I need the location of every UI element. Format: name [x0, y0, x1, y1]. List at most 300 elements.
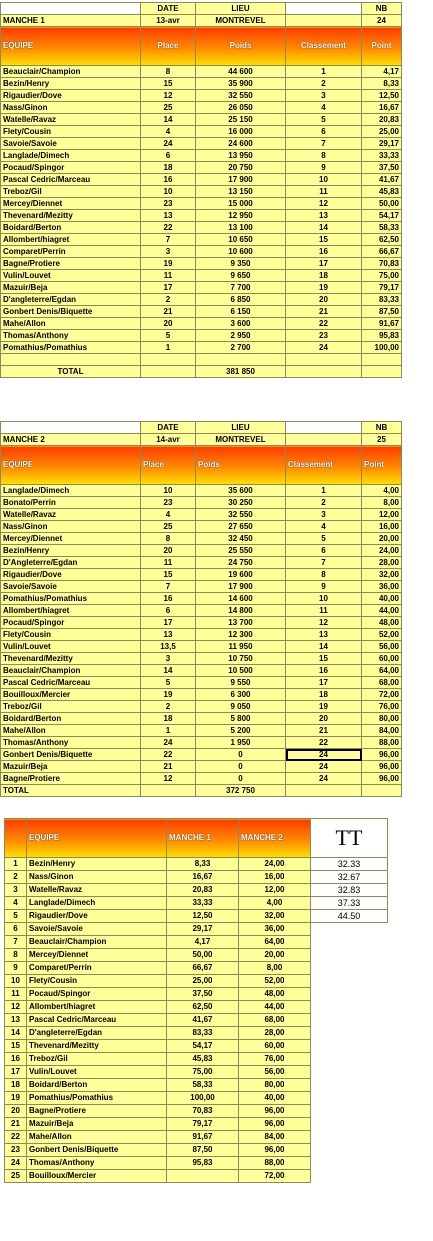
- rank-cell[interactable]: 10: [5, 975, 27, 988]
- equipe-cell[interactable]: Thomas/Anthony: [27, 1157, 167, 1170]
- equipe-cell[interactable]: Pascal Cedric/Marceau: [1, 677, 141, 689]
- date-header[interactable]: DATE: [141, 3, 196, 15]
- manche-2-cell[interactable]: 88,00: [239, 1157, 311, 1170]
- classement-cell[interactable]: 15: [286, 234, 362, 246]
- tt-cell[interactable]: 44.50: [311, 910, 388, 923]
- classement-cell[interactable]: 7: [286, 138, 362, 150]
- rank-cell[interactable]: 6: [5, 923, 27, 936]
- poids-cell[interactable]: 10 500: [196, 665, 286, 677]
- classement-cell[interactable]: 22: [286, 737, 362, 749]
- point-cell[interactable]: 64,00: [362, 665, 402, 677]
- equipe-cell[interactable]: Langlade/Dimech: [27, 897, 167, 910]
- point-cell[interactable]: 84,00: [362, 725, 402, 737]
- poids-cell[interactable]: 27 650: [196, 521, 286, 533]
- place-cell[interactable]: 10: [141, 485, 196, 497]
- point-cell[interactable]: 8,33: [362, 78, 402, 90]
- manche-2-cell[interactable]: 12,00: [239, 884, 311, 897]
- poids-cell[interactable]: 10 600: [196, 246, 286, 258]
- classement-cell[interactable]: 19: [286, 282, 362, 294]
- classement-cell[interactable]: 19: [286, 701, 362, 713]
- equipe-cell[interactable]: Gonbert Denis/Biquette: [27, 1144, 167, 1157]
- equipe-cell[interactable]: Pomathius/Pomathius: [1, 342, 141, 354]
- equipe-cell[interactable]: Bezin/Henry: [1, 78, 141, 90]
- manche-lieu[interactable]: MONTREVEL: [196, 434, 286, 446]
- poids-cell[interactable]: 5 800: [196, 713, 286, 725]
- equipe-cell[interactable]: Watelle/Ravaz: [1, 114, 141, 126]
- rank-cell[interactable]: 17: [5, 1066, 27, 1079]
- classement-cell[interactable]: 24: [286, 749, 362, 761]
- place-cell[interactable]: 15: [141, 78, 196, 90]
- rank-cell[interactable]: 8: [5, 949, 27, 962]
- tt-cell[interactable]: [311, 1118, 388, 1131]
- equipe-cell[interactable]: Gonbert Denis/Biquette: [1, 306, 141, 318]
- place-cell[interactable]: 12: [141, 773, 196, 785]
- place-cell[interactable]: 22: [141, 222, 196, 234]
- poids-cell[interactable]: 35 600: [196, 485, 286, 497]
- blank-cell[interactable]: [5, 819, 27, 858]
- point-cell[interactable]: 41,67: [362, 174, 402, 186]
- point-cell[interactable]: 100,00: [362, 342, 402, 354]
- tt-cell[interactable]: [311, 1170, 388, 1183]
- classement-cell[interactable]: 11: [286, 186, 362, 198]
- place-cell[interactable]: 11: [141, 557, 196, 569]
- poids-cell[interactable]: 13 100: [196, 222, 286, 234]
- manche-1-cell[interactable]: 41,67: [167, 1014, 239, 1027]
- equipe-cell[interactable]: Boidard/Berton: [1, 222, 141, 234]
- manche-2-cell[interactable]: 80,00: [239, 1079, 311, 1092]
- manche-2-cell[interactable]: 64,00: [239, 936, 311, 949]
- manche-1-cell[interactable]: 4,17: [167, 936, 239, 949]
- point-cell[interactable]: 91,67: [362, 318, 402, 330]
- point-cell[interactable]: 48,00: [362, 617, 402, 629]
- classement-cell[interactable]: 15: [286, 653, 362, 665]
- point-cell[interactable]: 12,00: [362, 509, 402, 521]
- poids-cell[interactable]: 10 750: [196, 653, 286, 665]
- place-cell[interactable]: 13: [141, 629, 196, 641]
- blank-cell[interactable]: [362, 354, 402, 366]
- total-value[interactable]: 372 750: [196, 785, 286, 797]
- equipe-cell[interactable]: Gonbert Denis/Biquette: [1, 749, 141, 761]
- point-cell[interactable]: 8,00: [362, 497, 402, 509]
- poids-cell[interactable]: 44 600: [196, 66, 286, 78]
- poids-cell[interactable]: 7 700: [196, 282, 286, 294]
- poids-cell[interactable]: 32 450: [196, 533, 286, 545]
- equipe-cell[interactable]: Rigaudier/Dove: [1, 569, 141, 581]
- poids-cell[interactable]: 25 150: [196, 114, 286, 126]
- classement-cell[interactable]: 7: [286, 557, 362, 569]
- rank-cell[interactable]: 13: [5, 1014, 27, 1027]
- classement-cell[interactable]: 18: [286, 689, 362, 701]
- rank-cell[interactable]: 9: [5, 962, 27, 975]
- poids-cell[interactable]: 20 750: [196, 162, 286, 174]
- equipe-cell[interactable]: Pascal Cedric/Marceau: [27, 1014, 167, 1027]
- point-cell[interactable]: 16,00: [362, 521, 402, 533]
- equipe-cell[interactable]: Bouilloux/Mercier: [27, 1170, 167, 1183]
- total-value[interactable]: 381 850: [196, 366, 286, 378]
- equipe-cell[interactable]: Pocaud/Spingor: [1, 162, 141, 174]
- blank-cell[interactable]: [141, 785, 196, 797]
- rank-cell[interactable]: 12: [5, 1001, 27, 1014]
- rank-cell[interactable]: 3: [5, 884, 27, 897]
- place-cell[interactable]: 18: [141, 162, 196, 174]
- point-cell[interactable]: 52,00: [362, 629, 402, 641]
- col-manche-2[interactable]: MANCHE 2: [239, 819, 311, 858]
- blank-cell[interactable]: [286, 366, 362, 378]
- rank-cell[interactable]: 4: [5, 897, 27, 910]
- blank-cell[interactable]: [362, 366, 402, 378]
- point-cell[interactable]: 25,00: [362, 126, 402, 138]
- classement-cell[interactable]: 14: [286, 222, 362, 234]
- place-cell[interactable]: 25: [141, 521, 196, 533]
- point-cell[interactable]: 80,00: [362, 713, 402, 725]
- classement-cell[interactable]: 24: [286, 342, 362, 354]
- blank-cell[interactable]: [1, 3, 141, 15]
- classement-cell[interactable]: 13: [286, 210, 362, 222]
- tt-cell[interactable]: [311, 975, 388, 988]
- equipe-cell[interactable]: Savoie/Savoie: [1, 138, 141, 150]
- blank-cell[interactable]: [286, 422, 362, 434]
- equipe-cell[interactable]: Bezin/Henry: [1, 545, 141, 557]
- tt-cell[interactable]: 37.33: [311, 897, 388, 910]
- point-cell[interactable]: 83,33: [362, 294, 402, 306]
- classement-cell[interactable]: 3: [286, 90, 362, 102]
- point-cell[interactable]: 62,50: [362, 234, 402, 246]
- col-place[interactable]: Place: [141, 27, 196, 66]
- equipe-cell[interactable]: Bagne/Protiere: [27, 1105, 167, 1118]
- poids-cell[interactable]: 9 050: [196, 701, 286, 713]
- equipe-cell[interactable]: Nass/Ginon: [27, 871, 167, 884]
- point-cell[interactable]: 66,67: [362, 246, 402, 258]
- equipe-cell[interactable]: Mercey/Diennet: [1, 198, 141, 210]
- manche-1-cell[interactable]: 54,17: [167, 1040, 239, 1053]
- manche-1-cell[interactable]: 66,67: [167, 962, 239, 975]
- poids-cell[interactable]: 24 600: [196, 138, 286, 150]
- manche-1-cell[interactable]: 37,50: [167, 988, 239, 1001]
- manche-2-cell[interactable]: 84,00: [239, 1131, 311, 1144]
- manche-1-cell[interactable]: 100,00: [167, 1092, 239, 1105]
- classement-cell[interactable]: 16: [286, 246, 362, 258]
- rank-cell[interactable]: 11: [5, 988, 27, 1001]
- poids-cell[interactable]: 13 700: [196, 617, 286, 629]
- point-cell[interactable]: 88,00: [362, 737, 402, 749]
- col-equipe[interactable]: EQUIPE: [1, 27, 141, 66]
- point-cell[interactable]: 12,50: [362, 90, 402, 102]
- equipe-cell[interactable]: Beauclair/Champion: [27, 936, 167, 949]
- equipe-cell[interactable]: Savoie/Savoie: [27, 923, 167, 936]
- rank-cell[interactable]: 21: [5, 1118, 27, 1131]
- rank-cell[interactable]: 19: [5, 1092, 27, 1105]
- equipe-cell[interactable]: Thomas/Anthony: [1, 737, 141, 749]
- classement-cell[interactable]: 20: [286, 713, 362, 725]
- place-cell[interactable]: 22: [141, 749, 196, 761]
- manche-2-cell[interactable]: 68,00: [239, 1014, 311, 1027]
- manche-1-cell[interactable]: 8,33: [167, 858, 239, 871]
- point-cell[interactable]: 68,00: [362, 677, 402, 689]
- classement-cell[interactable]: 11: [286, 605, 362, 617]
- place-cell[interactable]: 17: [141, 617, 196, 629]
- equipe-cell[interactable]: Bagne/Protiere: [1, 258, 141, 270]
- tt-cell[interactable]: [311, 1092, 388, 1105]
- point-cell[interactable]: 87,50: [362, 306, 402, 318]
- place-cell[interactable]: 1: [141, 342, 196, 354]
- point-cell[interactable]: 54,17: [362, 210, 402, 222]
- poids-cell[interactable]: 32 550: [196, 90, 286, 102]
- rank-cell[interactable]: 2: [5, 871, 27, 884]
- place-cell[interactable]: 23: [141, 198, 196, 210]
- tt-cell[interactable]: 32.67: [311, 871, 388, 884]
- poids-cell[interactable]: 12 950: [196, 210, 286, 222]
- classement-cell[interactable]: 1: [286, 66, 362, 78]
- point-cell[interactable]: 70,83: [362, 258, 402, 270]
- equipe-cell[interactable]: Treboz/Gil: [1, 701, 141, 713]
- equipe-cell[interactable]: Bezin/Henry: [27, 858, 167, 871]
- rank-cell[interactable]: 25: [5, 1170, 27, 1183]
- poids-cell[interactable]: 17 900: [196, 174, 286, 186]
- manche-1-cell[interactable]: 33,33: [167, 897, 239, 910]
- point-cell[interactable]: 28,00: [362, 557, 402, 569]
- place-cell[interactable]: 24: [141, 138, 196, 150]
- rank-cell[interactable]: 7: [5, 936, 27, 949]
- rank-cell[interactable]: 20: [5, 1105, 27, 1118]
- equipe-cell[interactable]: Vulin/Louvet: [27, 1066, 167, 1079]
- equipe-cell[interactable]: Bonato/Perrin: [1, 497, 141, 509]
- point-cell[interactable]: 16,67: [362, 102, 402, 114]
- manche-1-cell[interactable]: 29,17: [167, 923, 239, 936]
- place-cell[interactable]: 2: [141, 294, 196, 306]
- classement-cell[interactable]: 9: [286, 162, 362, 174]
- classement-cell[interactable]: 12: [286, 617, 362, 629]
- classement-cell[interactable]: 17: [286, 258, 362, 270]
- point-cell[interactable]: 60,00: [362, 653, 402, 665]
- place-cell[interactable]: 14: [141, 665, 196, 677]
- rank-cell[interactable]: 16: [5, 1053, 27, 1066]
- manche-lieu[interactable]: MONTREVEL: [196, 15, 286, 27]
- equipe-cell[interactable]: Beauclair/Champion: [1, 66, 141, 78]
- manche-2-cell[interactable]: 72,00: [239, 1170, 311, 1183]
- place-cell[interactable]: 11: [141, 270, 196, 282]
- classement-cell[interactable]: 3: [286, 509, 362, 521]
- point-cell[interactable]: 50,00: [362, 198, 402, 210]
- place-cell[interactable]: 14: [141, 114, 196, 126]
- place-cell[interactable]: 20: [141, 545, 196, 557]
- poids-cell[interactable]: 14 800: [196, 605, 286, 617]
- point-cell[interactable]: 33,33: [362, 150, 402, 162]
- total-label[interactable]: TOTAL: [1, 785, 141, 797]
- poids-cell[interactable]: 19 600: [196, 569, 286, 581]
- place-cell[interactable]: 3: [141, 653, 196, 665]
- nb-header[interactable]: NB: [362, 3, 402, 15]
- manche-1-cell[interactable]: 75,00: [167, 1066, 239, 1079]
- equipe-cell[interactable]: Rigaudier/Dove: [27, 910, 167, 923]
- manche-1-cell[interactable]: 62,50: [167, 1001, 239, 1014]
- poids-cell[interactable]: 24 750: [196, 557, 286, 569]
- place-cell[interactable]: 3: [141, 246, 196, 258]
- equipe-cell[interactable]: Treboz/Gil: [1, 186, 141, 198]
- equipe-cell[interactable]: Allombert/hiagret: [27, 1001, 167, 1014]
- poids-cell[interactable]: 6 150: [196, 306, 286, 318]
- rank-cell[interactable]: 14: [5, 1027, 27, 1040]
- poids-cell[interactable]: 9 550: [196, 677, 286, 689]
- manche-2-cell[interactable]: 8,00: [239, 962, 311, 975]
- equipe-cell[interactable]: Langlade/Dimech: [1, 150, 141, 162]
- place-cell[interactable]: 12: [141, 90, 196, 102]
- equipe-cell[interactable]: Mazuir/Beja: [27, 1118, 167, 1131]
- classement-cell[interactable]: 21: [286, 725, 362, 737]
- manche-2-cell[interactable]: 48,00: [239, 988, 311, 1001]
- equipe-cell[interactable]: Nass/Ginon: [1, 102, 141, 114]
- place-cell[interactable]: 2: [141, 701, 196, 713]
- poids-cell[interactable]: 13 950: [196, 150, 286, 162]
- rank-cell[interactable]: 18: [5, 1079, 27, 1092]
- equipe-cell[interactable]: Savoie/Savoie: [1, 581, 141, 593]
- col-poids[interactable]: Poids: [196, 27, 286, 66]
- point-cell[interactable]: 95,83: [362, 330, 402, 342]
- place-cell[interactable]: 18: [141, 713, 196, 725]
- classement-cell[interactable]: 6: [286, 126, 362, 138]
- place-cell[interactable]: 19: [141, 689, 196, 701]
- manche-2-cell[interactable]: 52,00: [239, 975, 311, 988]
- tt-cell[interactable]: [311, 962, 388, 975]
- equipe-cell[interactable]: Mazuir/Beja: [1, 282, 141, 294]
- poids-cell[interactable]: 2 950: [196, 330, 286, 342]
- manche-1-cell[interactable]: 91,67: [167, 1131, 239, 1144]
- equipe-cell[interactable]: Boidard/Berton: [1, 713, 141, 725]
- place-cell[interactable]: 10: [141, 186, 196, 198]
- equipe-cell[interactable]: Allombert/hiagret: [1, 605, 141, 617]
- blank-cell[interactable]: [286, 15, 362, 27]
- equipe-cell[interactable]: Nass/Ginon: [1, 521, 141, 533]
- tt-cell[interactable]: [311, 1079, 388, 1092]
- tt-cell[interactable]: [311, 1105, 388, 1118]
- classement-cell[interactable]: 22: [286, 318, 362, 330]
- tt-cell[interactable]: [311, 988, 388, 1001]
- rank-cell[interactable]: 23: [5, 1144, 27, 1157]
- classement-cell[interactable]: 4: [286, 521, 362, 533]
- col-poids[interactable]: Poids: [196, 446, 286, 485]
- equipe-cell[interactable]: Flety/Cousin: [27, 975, 167, 988]
- blank-cell[interactable]: [286, 3, 362, 15]
- equipe-cell[interactable]: Thevenard/Mezitty: [27, 1040, 167, 1053]
- poids-cell[interactable]: 11 950: [196, 641, 286, 653]
- equipe-cell[interactable]: D'angleterre/Egdan: [27, 1027, 167, 1040]
- classement-cell[interactable]: 21: [286, 306, 362, 318]
- place-cell[interactable]: 15: [141, 569, 196, 581]
- poids-cell[interactable]: 0: [196, 749, 286, 761]
- point-cell[interactable]: 72,00: [362, 689, 402, 701]
- point-cell[interactable]: 96,00: [362, 761, 402, 773]
- col-manche-1[interactable]: MANCHE 1: [167, 819, 239, 858]
- tt-cell[interactable]: [311, 1144, 388, 1157]
- manche-nb[interactable]: 24: [362, 15, 402, 27]
- blank-cell[interactable]: [286, 354, 362, 366]
- poids-cell[interactable]: 25 550: [196, 545, 286, 557]
- blank-cell[interactable]: [286, 785, 362, 797]
- poids-cell[interactable]: 9 350: [196, 258, 286, 270]
- place-cell[interactable]: 7: [141, 234, 196, 246]
- manche-1-cell[interactable]: 16,67: [167, 871, 239, 884]
- equipe-cell[interactable]: Boidard/Berton: [27, 1079, 167, 1092]
- point-cell[interactable]: 79,17: [362, 282, 402, 294]
- poids-cell[interactable]: 10 650: [196, 234, 286, 246]
- place-cell[interactable]: 21: [141, 761, 196, 773]
- equipe-cell[interactable]: Bagne/Protiere: [1, 773, 141, 785]
- equipe-cell[interactable]: Thevenard/Mezitty: [1, 653, 141, 665]
- tt-cell[interactable]: 32.83: [311, 884, 388, 897]
- tt-cell[interactable]: 32.33: [311, 858, 388, 871]
- equipe-cell[interactable]: Langlade/Dimech: [1, 485, 141, 497]
- nb-header[interactable]: NB: [362, 422, 402, 434]
- point-cell[interactable]: 24,00: [362, 545, 402, 557]
- manche-1-cell[interactable]: 50,00: [167, 949, 239, 962]
- classement-cell[interactable]: 12: [286, 198, 362, 210]
- manche-2-cell[interactable]: 24,00: [239, 858, 311, 871]
- point-cell[interactable]: 20,00: [362, 533, 402, 545]
- point-cell[interactable]: 4,00: [362, 485, 402, 497]
- poids-cell[interactable]: 0: [196, 761, 286, 773]
- place-cell[interactable]: 24: [141, 737, 196, 749]
- classement-cell[interactable]: 17: [286, 677, 362, 689]
- point-cell[interactable]: 37,50: [362, 162, 402, 174]
- classement-cell[interactable]: 6: [286, 545, 362, 557]
- equipe-cell[interactable]: Pocaud/Spingor: [1, 617, 141, 629]
- poids-cell[interactable]: 26 050: [196, 102, 286, 114]
- point-cell[interactable]: 45,83: [362, 186, 402, 198]
- place-cell[interactable]: 7: [141, 581, 196, 593]
- place-cell[interactable]: 25: [141, 102, 196, 114]
- equipe-cell[interactable]: Mercey/Diennet: [27, 949, 167, 962]
- point-cell[interactable]: 56,00: [362, 641, 402, 653]
- place-cell[interactable]: 16: [141, 593, 196, 605]
- rank-cell[interactable]: 1: [5, 858, 27, 871]
- tt-cell[interactable]: [311, 936, 388, 949]
- tt-cell[interactable]: [311, 923, 388, 936]
- manche-2-cell[interactable]: 40,00: [239, 1092, 311, 1105]
- equipe-cell[interactable]: Mahe/Allon: [1, 725, 141, 737]
- equipe-cell[interactable]: Comparet/Perrin: [27, 962, 167, 975]
- equipe-cell[interactable]: Pomathius/Pomathius: [27, 1092, 167, 1105]
- manche-1-cell[interactable]: 58,33: [167, 1079, 239, 1092]
- poids-cell[interactable]: 6 300: [196, 689, 286, 701]
- place-cell[interactable]: 4: [141, 509, 196, 521]
- classement-cell[interactable]: 20: [286, 294, 362, 306]
- manche-1-cell[interactable]: [167, 1170, 239, 1183]
- equipe-cell[interactable]: Mazuir/Beja: [1, 761, 141, 773]
- poids-cell[interactable]: 6 850: [196, 294, 286, 306]
- classement-cell[interactable]: 18: [286, 270, 362, 282]
- manche-label[interactable]: MANCHE 2: [1, 434, 141, 446]
- place-cell[interactable]: 4: [141, 126, 196, 138]
- manche-date[interactable]: 13-avr: [141, 15, 196, 27]
- tt-cell[interactable]: [311, 949, 388, 962]
- classement-cell[interactable]: 24: [286, 761, 362, 773]
- manche-1-cell[interactable]: 25,00: [167, 975, 239, 988]
- classement-cell[interactable]: 14: [286, 641, 362, 653]
- classement-cell[interactable]: 10: [286, 174, 362, 186]
- equipe-cell[interactable]: Pomathius/Pomathius: [1, 593, 141, 605]
- manche-2-cell[interactable]: 96,00: [239, 1144, 311, 1157]
- tt-cell[interactable]: [311, 1131, 388, 1144]
- equipe-cell[interactable]: Treboz/Gil: [27, 1053, 167, 1066]
- col-classement[interactable]: Classement: [286, 27, 362, 66]
- manche-2-cell[interactable]: 60,00: [239, 1040, 311, 1053]
- total-label[interactable]: TOTAL: [1, 366, 141, 378]
- equipe-cell[interactable]: Watelle/Ravaz: [27, 884, 167, 897]
- place-cell[interactable]: 8: [141, 66, 196, 78]
- rank-cell[interactable]: 15: [5, 1040, 27, 1053]
- manche-1-cell[interactable]: 87,50: [167, 1144, 239, 1157]
- col-place[interactable]: Place: [141, 446, 196, 485]
- manche-label[interactable]: MANCHE 1: [1, 15, 141, 27]
